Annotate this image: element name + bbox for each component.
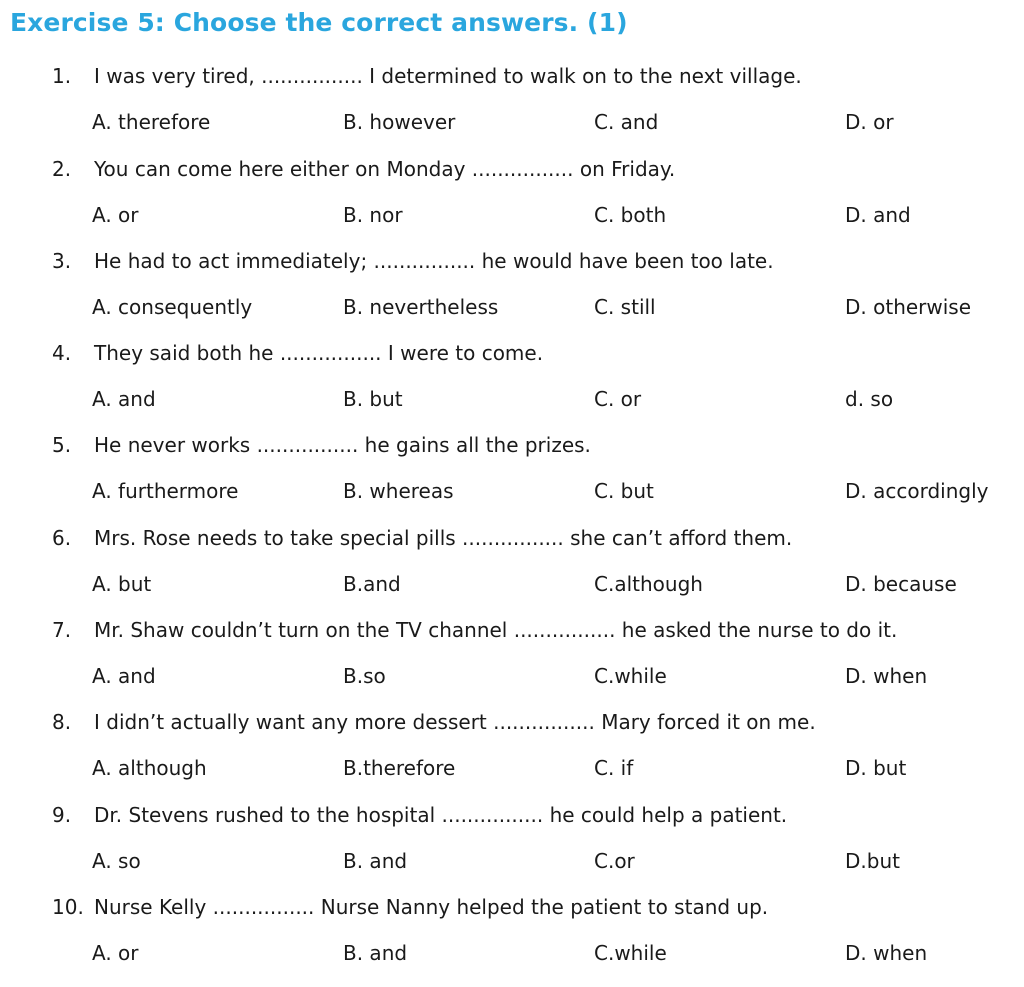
option-d[interactable]: d. so [845, 387, 894, 411]
question-stem [52, 801, 787, 829]
option-d[interactable]: D. accordingly [845, 479, 989, 503]
option-d[interactable]: D. because [845, 572, 957, 596]
option-d[interactable]: D.but [845, 849, 900, 873]
option-b[interactable]: B. but [343, 387, 403, 411]
exercise-title: Exercise 5: Choose the correct answers. (1) [10, 8, 628, 37]
option-b[interactable]: B. however [343, 110, 456, 134]
option-a[interactable]: A. furthermore [92, 479, 239, 503]
question-text: He never works ................ he gains all the prizes. [94, 433, 591, 457]
option-b[interactable]: B.so [343, 664, 386, 688]
option-d[interactable]: D. and [845, 203, 911, 227]
question-text: Mr. Shaw couldn’t turn on the TV channel ................ he asked the nurse to do it. [94, 618, 898, 642]
question-number: 1. [52, 64, 72, 88]
question-stem [52, 616, 897, 644]
question-text: Mrs. Rose needs to take special pills ................ she can’t afford them. [94, 526, 793, 550]
question-stem [52, 431, 591, 459]
option-c[interactable]: C.while [594, 941, 667, 965]
question-text: You can come here either on Monday ................ on Friday. [94, 157, 676, 181]
question-number: 10. [52, 895, 84, 919]
option-d[interactable]: D. or [845, 110, 894, 134]
option-b[interactable]: B.and [343, 572, 401, 596]
question-stem [52, 893, 768, 921]
option-b[interactable]: B. and [343, 941, 408, 965]
option-b[interactable]: B.therefore [343, 756, 456, 780]
option-a[interactable]: A. and [92, 387, 156, 411]
question-5 [0, 431, 1024, 523]
option-b[interactable]: B. nor [343, 203, 403, 227]
option-a[interactable]: A. so [92, 849, 141, 873]
question-3 [0, 247, 1024, 339]
question-4 [0, 339, 1024, 431]
question-text: I was very tired, ................ I determined to walk on to the next village. [94, 64, 802, 88]
question-stem [52, 339, 543, 367]
question-text: Dr. Stevens rushed to the hospital ................ he could help a patient. [94, 803, 788, 827]
option-c[interactable]: C.while [594, 664, 667, 688]
option-d[interactable]: D. otherwise [845, 295, 972, 319]
option-a[interactable]: A. but [92, 572, 152, 596]
question-text: He had to act immediately; ................ he would have been too late. [94, 249, 774, 273]
option-b[interactable]: B. nevertheless [343, 295, 499, 319]
option-a[interactable]: A. and [92, 664, 156, 688]
question-number: 4. [52, 341, 72, 365]
question-text: Nurse Kelly ................ Nurse Nanny helped the patient to stand up. [94, 895, 769, 919]
option-b[interactable]: B. and [343, 849, 408, 873]
question-stem [52, 708, 816, 736]
question-number: 3. [52, 249, 72, 273]
question-stem [52, 62, 802, 90]
option-c[interactable]: C. or [594, 387, 642, 411]
option-c[interactable]: C. both [594, 203, 667, 227]
question-number: 9. [52, 803, 72, 827]
question-9 [0, 801, 1024, 893]
question-number: 2. [52, 157, 72, 181]
option-c[interactable]: C.or [594, 849, 635, 873]
question-stem [52, 247, 774, 275]
option-c[interactable]: C. and [594, 110, 659, 134]
option-d[interactable]: D. but [845, 756, 907, 780]
option-c[interactable]: C. but [594, 479, 654, 503]
question-number: 8. [52, 710, 72, 734]
question-6 [0, 524, 1024, 616]
question-text: I didn’t actually want any more dessert ................ Mary forced it on me. [94, 710, 816, 734]
question-stem [52, 155, 675, 183]
option-a[interactable]: A. consequently [92, 295, 253, 319]
option-c[interactable]: C.although [594, 572, 703, 596]
option-c[interactable]: C. still [594, 295, 656, 319]
question-7 [0, 616, 1024, 708]
question-number: 5. [52, 433, 72, 457]
question-2 [0, 155, 1024, 247]
question-stem [52, 524, 792, 552]
option-a[interactable]: A. although [92, 756, 207, 780]
option-a[interactable]: A. or [92, 203, 139, 227]
option-c[interactable]: C. if [594, 756, 634, 780]
question-number: 7. [52, 618, 72, 642]
question-10 [0, 893, 1024, 985]
question-8 [0, 708, 1024, 800]
question-number: 6. [52, 526, 72, 550]
question-text: They said both he ................ I were to come. [94, 341, 544, 365]
option-b[interactable]: B. whereas [343, 479, 454, 503]
option-d[interactable]: D. when [845, 941, 928, 965]
option-a[interactable]: A. therefore [92, 110, 211, 134]
option-d[interactable]: D. when [845, 664, 928, 688]
option-a[interactable]: A. or [92, 941, 139, 965]
question-1 [0, 62, 1024, 154]
